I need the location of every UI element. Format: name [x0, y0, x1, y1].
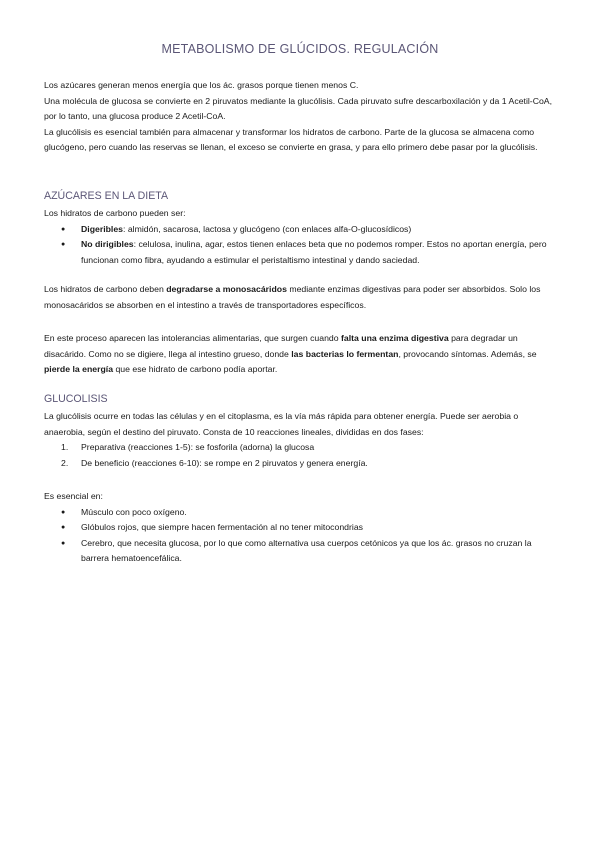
essential-list: [44, 505, 556, 567]
item-text: : celulosa, inulina, agar, estos tienen enlaces beta que no podemos romper. Estos no aportan energía, pero funcionan como fibra, ayudando a estimular el peristaltismo intestinal y dando saciedad.: [81, 239, 547, 265]
item-text: Preparativa (reacciones 1-5): se fosforila (adorna) la glucosa: [81, 442, 315, 452]
item-number: 2.: [61, 457, 69, 468]
text-run: En este proceso aparecen las intolerancias alimentarias, que surgen cuando: [44, 333, 342, 343]
text-emphasis: pierde la energía: [44, 364, 114, 374]
text-run: , provocando síntomas. Además, se: [398, 348, 537, 359]
item-number: 1.: [61, 442, 69, 452]
list-item: [44, 237, 556, 268]
list-item: [44, 505, 556, 521]
intro-paragraph-1: Los azúcares generan menos energía que los ác. grasos porque tienen menos C.: [44, 80, 359, 90]
item-text: De beneficio (reacciones 6-10): se rompe en 2 piruvatos y genera energía.: [81, 457, 368, 468]
text-run: para degradar un disacárido. Como no se digiere, llega al intestino grueso, donde: [44, 333, 518, 359]
glucolisis-section: [44, 409, 556, 471]
list-item: [44, 222, 556, 238]
section-heading-glucolisis: GLUCOLISIS: [44, 393, 108, 405]
item-text: Músculo con poco oxígeno.: [81, 506, 187, 517]
text-emphasis: degradarse a monosacáridos: [166, 284, 287, 294]
bullet-icon: ●: [61, 241, 66, 248]
bullet-icon: ●: [61, 539, 66, 547]
intro-paragraph-2: Una molécula de glucosa se convierte en 2 piruvatos mediante la glucólisis. Cada piruvato sufre descarboxilación y da 1 Acetil-CoA, por lo tanto, una glucosa produce 2 Acetil-CoA.: [44, 95, 553, 121]
dieta-lead: Los hidratos de carbono pueden ser:: [44, 208, 186, 218]
text-emphasis: las bacterias lo fermentan: [291, 348, 399, 359]
intro-paragraph-3: La glucólisis es esencial también para almacenar y transformar los hidratos de carbono. Parte de la glucosa se almacena como glucógeno, pero cuando las reservas se llenan, el exceso se convierte en grasa, y para ello primero debe pasar por la glucólisis.: [44, 126, 538, 152]
list-item: [44, 520, 556, 536]
list-item: [44, 440, 556, 456]
list-item: [44, 456, 556, 472]
section-heading-dieta: AZÚCARES EN LA DIETA: [44, 190, 169, 202]
essential-lead: Es esencial en:: [44, 491, 103, 501]
item-text: Glóbulos rojos, que siempre hacen fermentación al no tener mitocondrias: [81, 522, 364, 532]
text-emphasis: falta una enzima digestiva: [341, 333, 449, 343]
glucolisis-paragraph-1: La glucólisis ocurre en todas las células y en el citoplasma, es la vía más rápida para obtener energía. Puede ser aerobia o anaerobia, según el destino del piruvato. Consta de 10 reacciones lineales, divididas en dos fases:: [44, 411, 519, 437]
bullet-icon: ●: [61, 225, 66, 233]
item-term: No dirigibles: [81, 239, 134, 249]
bullet-icon: ●: [61, 524, 66, 531]
item-text: Cerebro, que necesita glucosa, por lo que como alternativa usa cuerpos cetónicos ya que los ác. grasos no cruzan la barrera hematoencefálica.: [81, 537, 532, 563]
dieta-paragraph-2: [44, 282, 556, 313]
text-run: que ese hidrato de carbono podía aportar.: [113, 364, 278, 374]
dieta-list: [44, 222, 556, 269]
item-term: Digeribles: [81, 223, 124, 234]
dieta-paragraph-3: [44, 331, 556, 378]
item-text: : almidón, sacarosa, lactosa y glucógeno (con enlaces alfa-O-glucosídicos): [123, 223, 412, 234]
intro-section: [44, 78, 556, 156]
bullet-icon: ●: [61, 508, 66, 516]
list-item: [44, 536, 556, 567]
text-run: Los hidratos de carbono deben: [44, 284, 167, 294]
dieta-section: [44, 206, 556, 268]
phases-list: [44, 440, 556, 471]
text-run: mediante enzimas digestivas para poder ser absorbidos. Solo los monosacáridos se absorben en el intestino a través de transportadores específicos.: [44, 284, 541, 310]
essential-section: [44, 489, 556, 567]
document-title: METABOLISMO DE GLÚCIDOS. REGULACIÓN: [161, 42, 439, 56]
